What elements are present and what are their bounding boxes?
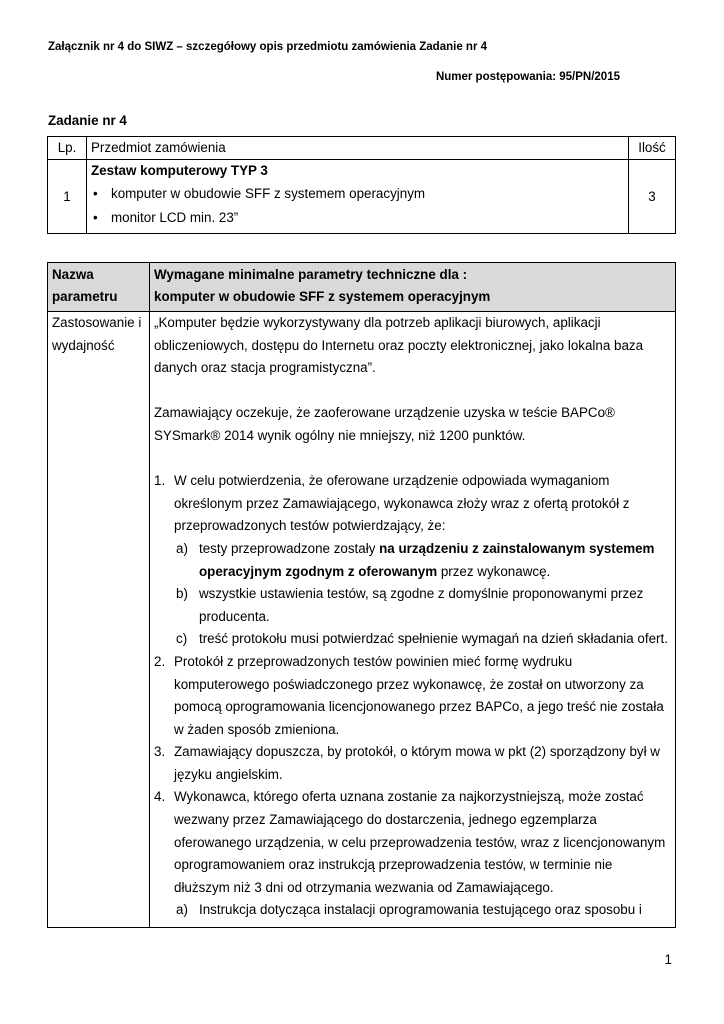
sub-item-bold-text: na urządzeniu z zainstalowanym systemem operacyjnym zgodnym z oferowanym [199, 540, 655, 579]
col-subject: Przedmiot zamówienia [87, 137, 629, 160]
order-table [47, 136, 676, 234]
list-item: • komputer w obudowie SFF z systemem operacyjnym [91, 182, 624, 206]
order-table-header [48, 137, 676, 160]
col-param-name-line1: Nazwa [52, 267, 94, 282]
sub-item-text: Instrukcja dotycząca instalacji oprogramowania testującego oraz sposobu i [199, 902, 642, 918]
sub-list-item [154, 583, 671, 628]
list-item [154, 786, 671, 922]
sub-list-item [154, 899, 671, 922]
list-marker: 3. [154, 744, 166, 760]
list-marker: c) [176, 631, 188, 647]
row-param-name-line1: Zastosowanie i [52, 315, 142, 330]
row-param-name-line2: wydajność [52, 337, 115, 353]
page-number: 1 [664, 952, 672, 967]
row-subject [87, 160, 629, 234]
list-marker: b) [176, 586, 188, 602]
params-table-header [48, 263, 676, 312]
list-item [154, 741, 671, 786]
attachment-header: Załącznik nr 4 do SIWZ – szczegółowy opis przedmiotu zamówienia Zadanie nr 4 [48, 41, 488, 53]
params-table-row [48, 312, 676, 928]
benchmark-paragraph: Zamawiający oczekuje, że zaoferowane urządzenie uzyska w teście BAPCo® SYSmark® 2014 wynik ogólny nie mniejszy, niż 1200 punktów. [154, 405, 615, 443]
row-param-name [48, 312, 150, 928]
col-param-name [48, 263, 150, 312]
usage-paragraph: „Komputer będzie wykorzystywany dla potrzeb aplikacji biurowych, aplikacji obliczeniowych, dostępu do Internetu oraz poczty elektronicznej, jako lokalna baza danych oraz stacja programistyczna”. [154, 315, 644, 376]
sub-item-text: testy przeprowadzone zostały [199, 540, 380, 556]
list-item-text: Wykonawca, którego oferta uznana zostanie za najkorzystniejszą, może zostać wezwany przez Zamawiającego do dostarczenia, jednego egzemplarza oferowanego urządzenia, w celu przeprowadzenia testów, wraz z licencjonowanym oprogramowaniem oraz instrukcją przeprowadzenia testów, w terminie nie dłuższym niż 3 dni od otrzymania wezwania od Zamawiającego. [174, 789, 666, 895]
list-item [154, 470, 671, 651]
row-subject-title: Zestaw komputerowy TYP 3 [91, 163, 268, 178]
task-title: Zadanie nr 4 [48, 113, 127, 128]
subject-items [91, 182, 624, 230]
requirements-list [154, 470, 671, 922]
sub-list-item [154, 538, 671, 583]
col-requirements-line2: komputer w obudowie SFF z systemem operacyjnym [154, 289, 491, 304]
row-requirements [150, 312, 676, 928]
col-requirements [150, 263, 676, 312]
list-item: • monitor LCD min. 23” [91, 206, 624, 230]
col-lp: Lp. [48, 137, 87, 160]
list-marker: 4. [154, 789, 166, 805]
list-marker: 1. [154, 473, 166, 489]
sub-list [154, 899, 671, 922]
col-qty: Ilość [629, 137, 676, 160]
list-item-text: Zamawiający dopuszcza, by protokół, o którym mowa w pkt (2) sporządzony był w języku angielskim. [174, 744, 660, 782]
row-lp: 1 [48, 160, 87, 234]
case-number: Numer postępowania: 95/PN/2015 [435, 71, 620, 83]
list-marker: a) [176, 902, 188, 918]
sub-list-item [154, 628, 671, 651]
sub-item-text: wszystkie ustawienia testów, są zgodne z domyślnie proponowanymi przez producenta. [199, 586, 644, 624]
params-table [47, 262, 676, 928]
col-param-name-line2: parametru [52, 289, 118, 304]
list-item-text: Protokół z przeprowadzonych testów powinien mieć formę wydruku komputerowego poświadczonego przez wykonawcę, że został on utworzony za pomocą oprogramowania licencjonowanego przez BAPCo, a jego treść nie została w żaden sposób zmieniona. [174, 653, 664, 737]
order-table-row [48, 160, 676, 234]
list-item [154, 651, 671, 741]
row-qty: 3 [629, 160, 676, 234]
col-requirements-line1: Wymagane minimalne parametry techniczne dla : [154, 267, 468, 282]
sub-item-text-end: przez wykonawcę. [437, 563, 551, 579]
sub-item-text: treść protokołu musi potwierdzać spełnienie wymagań na dzień składania ofert. [199, 631, 668, 647]
list-marker: a) [176, 540, 188, 556]
sub-list [154, 538, 671, 651]
list-item-text: W celu potwierdzenia, że oferowane urządzenie odpowiada wymaganiom określonym przez Zamawiającego, wykonawca złoży wraz z ofertą protokół z przeprowadzonych testów potwierdzający, że: [174, 473, 630, 534]
list-marker: 2. [154, 653, 166, 669]
